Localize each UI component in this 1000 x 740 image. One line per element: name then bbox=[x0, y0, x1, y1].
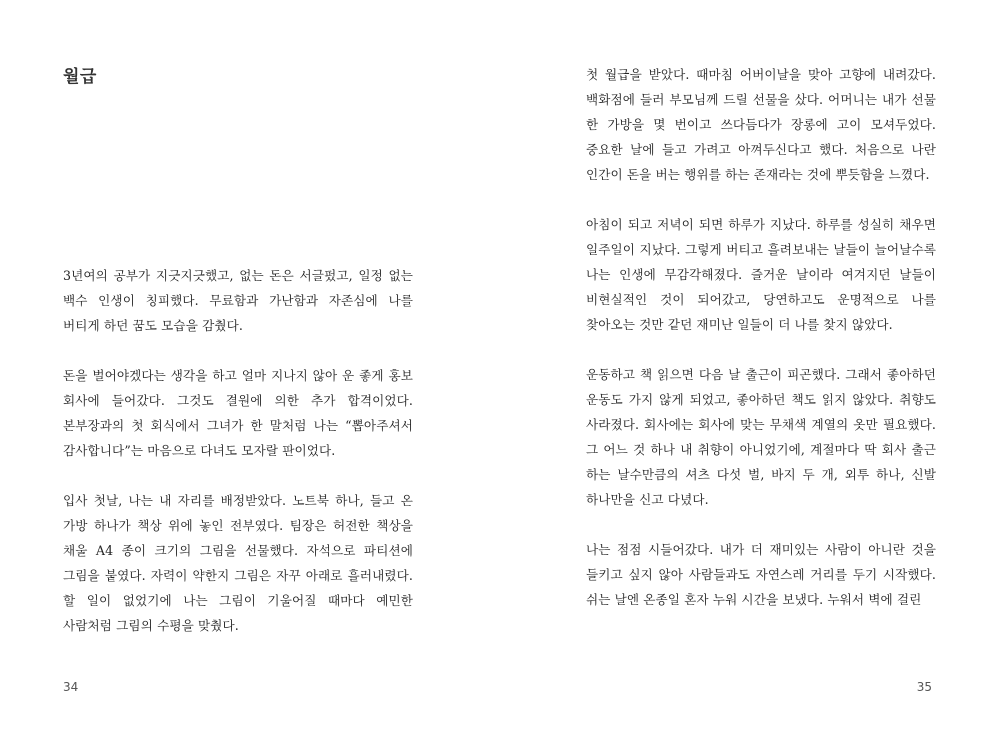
right-page bbox=[500, 0, 1000, 740]
right-body-text bbox=[586, 62, 936, 612]
page-number-right: 35 bbox=[916, 680, 932, 694]
paragraph: 3년여의 공부가 지긋지긋했고, 없는 돈은 서글펐고, 일정 없는 백수 인생이 칭피했다. 무료함과 가난함과 자존심에 나를 버티게 하던 꿈도 모습을 감췄다. bbox=[63, 268, 413, 333]
paragraph: 나는 점점 시들어갔다. 내가 더 재미있는 사람이 아니란 것을 들키고 싶지 않아 사람들과도 자연스레 거리를 두기 시작했다. 쉬는 날엔 온종일 혼자 누워 시간을 보냈다. 누워서 벽에 걸린 bbox=[586, 542, 936, 607]
left-body-text bbox=[63, 263, 413, 638]
paragraph: 돈을 벌어야겠다는 생각을 하고 얼마 지나지 않아 운 좋게 홍보 회사에 들어갔다. 그것도 결원에 의한 추가 합격이었다. 본부장과의 첫 회식에서 그녀가 한 말처럼 나는 “뽑아주셔서 감사합니다”는 마음으로 다녀도 모자랄 판이었다. bbox=[63, 368, 413, 458]
paragraph: 첫 월급을 받았다. 때마침 어버이날을 맞아 고향에 내려갔다. 백화점에 들러 부모님께 드릴 선물을 샀다. 어머니는 내가 선물 한 가방을 몇 번이고 쓰다듬다가 장롱에 고이 모셔두었다. 중요한 날에 들고 가려고 아껴두신다고 했다. 처음으로 나란 인간이 돈을 버는 행위를 하는 존재라는 것에 뿌듯함을 느꼈다. bbox=[586, 67, 936, 182]
page-number-left: 34 bbox=[63, 680, 79, 694]
paragraph: 입사 첫날, 나는 내 자리를 배정받았다. 노트북 하나, 들고 온 가방 하나가 책상 위에 놓인 전부였다. 팀장은 허전한 책상을 채울 A4 종이 크기의 그림을 선물했다. 자석으로 파티션에 그림을 붙였다. 자력이 약한지 그림은 자꾸 아래로 흘러내렸다. 할 일이 없었기에 나는 그림이 기울어질 때마다 예민한 사람처럼 그림의 수평을 맞췄다. bbox=[63, 493, 413, 633]
chapter-title: 월급 bbox=[63, 67, 97, 87]
paragraph: 운동하고 책 읽으면 다음 날 출근이 피곤했다. 그래서 좋아하던 운동도 가지 않게 되었고, 좋아하던 책도 읽지 않았다. 취향도 사라졌다. 회사에는 회사에 맞는 무채색 계열의 옷만 필요했다. 그 어느 것 하나 내 취향이 아니었기에, 계절마다 딱 회사 출근 하는 날수만큼의 셔츠 다섯 벌, 바지 두 개, 외투 하나, 신발 하나만을 신고 다녔다. bbox=[586, 367, 936, 507]
paragraph: 아침이 되고 저녁이 되면 하루가 지났다. 하루를 성실히 채우면 일주일이 지났다. 그렇게 버티고 흘려보내는 날들이 늘어날수록 나는 인생에 무감각해졌다. 즐거운 날이라 여겨지던 날들이 비현실적인 것이 되어갔고, 당연하고도 운명적으로 나를 찾아오는 것만 같던 재미난 일들이 더 나를 찾지 않았다. bbox=[586, 217, 936, 332]
